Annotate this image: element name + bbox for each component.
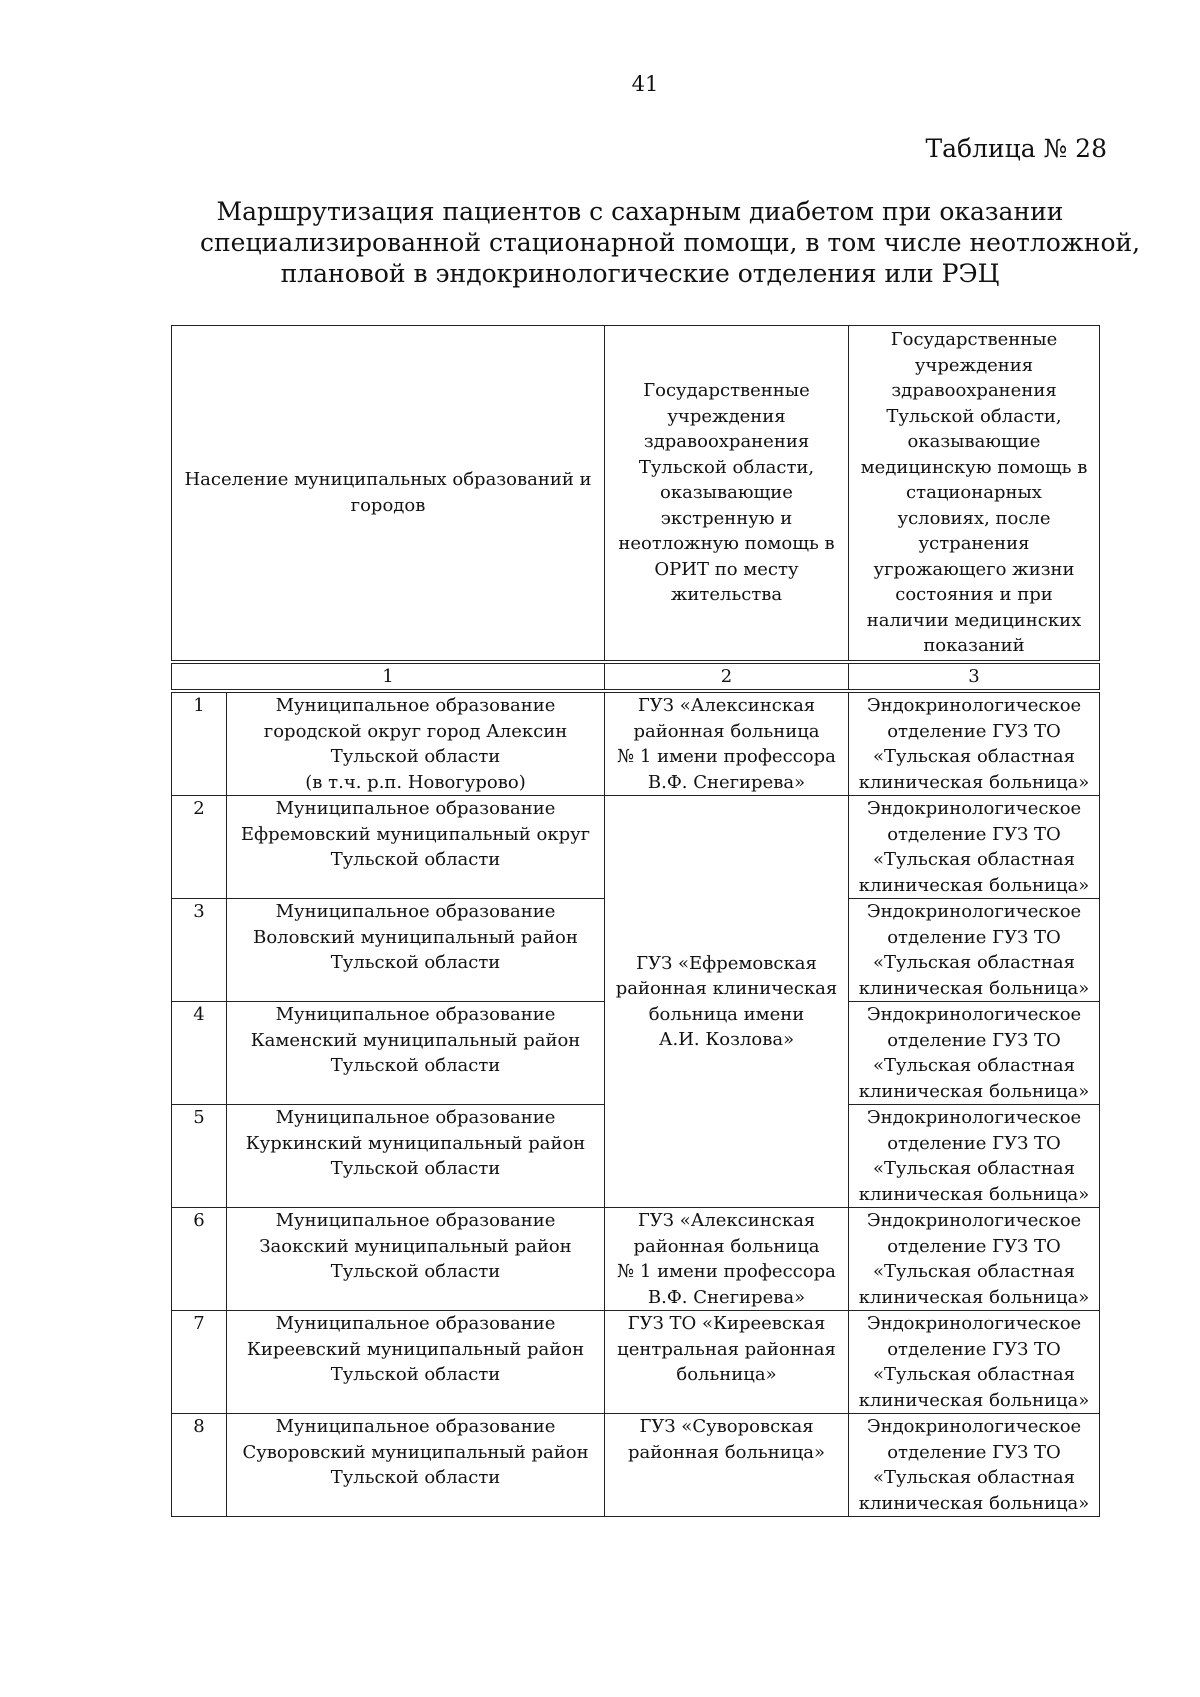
row-number: 1	[172, 691, 227, 796]
column-number-row	[172, 662, 1100, 692]
cell-line: Эндокринологическое	[866, 1004, 1082, 1025]
cell-line: Государственные	[890, 329, 1058, 350]
cell-line: № 1 имени профессора	[617, 1261, 836, 1282]
title-line: плановой в эндокринологические отделения или РЭЦ	[280, 259, 1000, 288]
cell-line: Киреевский муниципальный район	[246, 1338, 585, 1360]
row-number: 6	[172, 1208, 227, 1311]
cell-line: Муниципальное образование	[275, 1004, 556, 1025]
cell-line: Тульской области	[330, 1364, 501, 1385]
cell-line: районная клиническая	[615, 978, 838, 999]
cell-line: Тульской области	[330, 849, 501, 870]
cell-line: № 1 имени профессора	[617, 746, 836, 767]
cell-line: клиническая больница»	[858, 1183, 1090, 1205]
cell-line: клиническая больница»	[858, 1080, 1090, 1102]
column-number-3: 3	[849, 662, 1100, 692]
cell-line: наличии медицинских	[866, 609, 1082, 631]
cell-line: ГУЗ «Алексинская	[637, 1210, 816, 1231]
cell-line: Эндокринологическое	[866, 798, 1082, 819]
population-cell	[227, 1105, 605, 1208]
cell-line: ОРИТ по месту	[654, 558, 799, 580]
cell-line: стационарных	[906, 482, 1042, 503]
row-number: 3	[172, 899, 227, 1002]
row-number: 8	[172, 1414, 227, 1517]
page-number: 41	[631, 72, 659, 96]
header-population	[172, 326, 605, 662]
header-emergency-text	[608, 378, 845, 608]
cell-line: «Тульская областная	[873, 1055, 1075, 1076]
population-cell	[227, 1414, 605, 1517]
cell-line: отделение ГУЗ ТО	[887, 926, 1061, 948]
cell-line: клиническая больница»	[858, 874, 1090, 896]
cell-line: Муниципальное образование	[275, 1313, 556, 1334]
routing-table	[171, 325, 1100, 1517]
cell-line: угрожающего жизни	[873, 558, 1075, 580]
specialized-cell	[849, 691, 1100, 796]
cell-line: Заокский муниципальный район	[259, 1235, 572, 1257]
cell-line: Муниципальное образование	[275, 798, 556, 819]
cell-line: Муниципальное образование	[275, 901, 556, 922]
cell-line: городской округ город Алексин	[263, 720, 568, 742]
cell-line: учреждения	[667, 405, 786, 427]
specialized-cell	[849, 796, 1100, 899]
cell-line: клиническая больница»	[858, 1492, 1090, 1514]
cell-line: больница»	[676, 1364, 777, 1385]
population-cell	[227, 899, 605, 1002]
specialized-cell	[849, 1002, 1100, 1105]
cell-line: клиническая больница»	[858, 1389, 1090, 1411]
cell-line: оказывающие	[660, 482, 793, 503]
row-number: 5	[172, 1105, 227, 1208]
cell-line: отделение ГУЗ ТО	[887, 1338, 1061, 1360]
cell-line: Муниципальное образование	[275, 695, 556, 716]
cell-line: Суворовский муниципальный район	[242, 1441, 589, 1463]
cell-line: условиях, после	[897, 507, 1051, 529]
cell-line: Эндокринологическое	[866, 695, 1082, 716]
cell-line: отделение ГУЗ ТО	[887, 823, 1061, 845]
cell-line: районная больница»	[627, 1441, 826, 1463]
population-cell	[227, 1002, 605, 1105]
row-number: 4	[172, 1002, 227, 1105]
cell-line: отделение ГУЗ ТО	[887, 1441, 1061, 1463]
cell-line: «Тульская областная	[873, 1261, 1075, 1282]
cell-line: экстренную и	[660, 507, 793, 529]
cell-line: Куркинский муниципальный район	[245, 1132, 586, 1154]
cell-line: здравоохранения	[643, 431, 810, 452]
cell-line: Эндокринологическое	[866, 1313, 1082, 1334]
specialized-cell	[849, 1105, 1100, 1208]
cell-line: Муниципальное образование	[275, 1416, 556, 1437]
emergency-cell	[605, 1414, 849, 1517]
table-row	[172, 1311, 1100, 1414]
population-cell	[227, 1208, 605, 1311]
cell-line: показаний	[923, 635, 1025, 656]
cell-line: Тульской области	[330, 746, 501, 767]
cell-line: А.И. Козлова»	[658, 1029, 795, 1050]
header-specialized-text	[852, 327, 1096, 659]
cell-line: В.Ф. Снегирева»	[647, 771, 806, 793]
cell-line: «Тульская областная	[873, 1364, 1075, 1385]
cell-line: Тульской области	[330, 1055, 501, 1076]
cell-line: Эндокринологическое	[866, 1416, 1082, 1437]
cell-line: Эндокринологическое	[866, 1210, 1082, 1231]
cell-line: медицинскую помощь в	[860, 456, 1088, 478]
cell-line: отделение ГУЗ ТО	[887, 1132, 1061, 1154]
cell-line: Тульской области,	[886, 405, 1062, 427]
cell-line: клиническая больница»	[858, 1286, 1090, 1308]
cell-line: ГУЗ «Алексинская	[637, 695, 816, 716]
specialized-cell	[849, 1414, 1100, 1517]
header-specialized	[849, 326, 1100, 662]
cell-line: неотложную помощь в	[618, 533, 835, 554]
cell-line: устранения	[918, 533, 1030, 554]
cell-line: ГУЗ «Суворовская	[639, 1416, 814, 1437]
cell-line: отделение ГУЗ ТО	[887, 720, 1061, 742]
cell-line: Эндокринологическое	[866, 901, 1082, 922]
cell-line: отделение ГУЗ ТО	[887, 1235, 1061, 1257]
title-line: специализированной стационарной помощи, в том числе неотложной,	[200, 228, 1141, 257]
emergency-cell	[605, 691, 849, 796]
cell-line: «Тульская областная	[873, 1158, 1075, 1179]
specialized-cell	[849, 899, 1100, 1002]
emergency-cell	[605, 1208, 849, 1311]
cell-line: клиническая больница»	[858, 771, 1090, 793]
cell-line: здравоохранения	[891, 380, 1057, 401]
cell-line: состояния и при	[895, 584, 1053, 605]
population-cell	[227, 691, 605, 796]
cell-line: Эндокринологическое	[866, 1107, 1082, 1128]
population-cell	[227, 1311, 605, 1414]
cell-line: районная больница	[633, 720, 820, 742]
cell-line: оказывающие	[907, 431, 1041, 452]
cell-line: Тульской области	[330, 952, 501, 973]
column-number-2: 2	[605, 662, 849, 692]
cell-line: Тульской области,	[638, 456, 815, 478]
cell-line: больница имени	[648, 1003, 805, 1025]
cell-line: (в т.ч. р.п. Новогурово)	[305, 771, 526, 793]
cell-line: ГУЗ «Ефремовская	[636, 952, 817, 974]
cell-line: отделение ГУЗ ТО	[887, 1029, 1061, 1051]
document-title	[200, 196, 1141, 289]
cell-line: В.Ф. Снегирева»	[647, 1286, 806, 1308]
table-label: Таблица № 28	[925, 134, 1107, 163]
cell-line: ГУЗ ТО «Киреевская	[627, 1313, 826, 1334]
table-row	[172, 796, 1100, 899]
cell-line: «Тульская областная	[873, 952, 1075, 973]
cell-line: районная больница	[633, 1235, 820, 1257]
row-number: 2	[172, 796, 227, 899]
emergency-cell	[605, 1311, 849, 1414]
specialized-cell	[849, 1208, 1100, 1311]
specialized-cell	[849, 1311, 1100, 1414]
row-number: 7	[172, 1311, 227, 1414]
cell-line: жительства	[670, 584, 783, 605]
cell-line: Каменский муниципальный район	[250, 1029, 581, 1051]
cell-line: Тульской области	[330, 1158, 501, 1179]
cell-line: Государственные	[643, 380, 810, 401]
cell-line: Муниципальное образование	[275, 1107, 556, 1128]
cell-line: «Тульская областная	[873, 746, 1075, 767]
cell-line: клиническая больница»	[858, 977, 1090, 999]
table-row	[172, 1208, 1100, 1311]
header-emergency	[605, 326, 849, 662]
cell-line: учреждения	[914, 354, 1034, 376]
cell-line: Муниципальное образование	[275, 1210, 556, 1231]
table-header-row	[172, 326, 1100, 662]
emergency-merged-text	[608, 951, 845, 1053]
cell-line: «Тульская областная	[873, 849, 1075, 870]
cell-line: «Тульская областная	[873, 1467, 1075, 1488]
population-cell	[227, 796, 605, 899]
cell-line: Тульской области	[330, 1261, 501, 1282]
cell-line: Ефремовский муниципальный округ	[240, 823, 591, 845]
cell-line: центральная районная	[617, 1338, 836, 1360]
emergency-cell-merged	[605, 796, 849, 1208]
table-row	[172, 1414, 1100, 1517]
title-line: Маршрутизация пациентов с сахарным диабетом при оказании	[216, 197, 1064, 226]
header-population-text: Население муниципальных образований и городов	[184, 469, 592, 516]
table-row	[172, 691, 1100, 796]
cell-line: Тульской области	[330, 1467, 501, 1488]
cell-line: Воловский муниципальный район	[253, 926, 578, 948]
column-number-1: 1	[172, 662, 605, 692]
